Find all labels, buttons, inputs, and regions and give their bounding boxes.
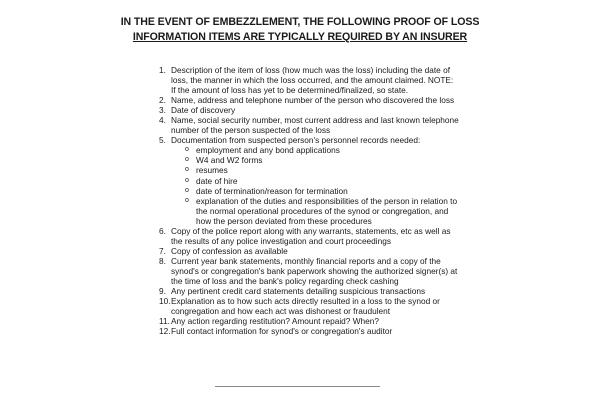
list-item [159,105,459,115]
item-text: Copy of the police report along with any warrants, statements, etc as well as the results of any police investigation and court proceedings [171,225,451,246]
item-text: Explanation as to how such acts directly resulted in a loss to the synod or congregation and how each act was dishonest or fraudulent [171,296,440,317]
item-text: Copy of confession as available [171,245,288,256]
sub-list-item [185,176,459,186]
circle-bullet-icon: o [185,146,189,154]
sub-list-item [185,145,459,155]
list-item [159,256,459,286]
sub-list-item [185,155,459,165]
item-number: 5. [159,135,166,146]
item-number: 7. [159,245,166,256]
item-number: 9. [159,286,166,297]
circle-bullet-icon: o [185,186,189,194]
title-line-1: IN THE EVENT OF EMBEZZLEMENT, THE FOLLOWING PROOF OF LOSS [120,16,480,28]
circle-bullet-icon: o [185,156,189,164]
item-text: Any action regarding restitution? Amount repaid? When? [171,316,380,327]
item-text: Name, social security number, most current address and last known telephone number of the person suspected of the loss [171,115,459,136]
sub-list-item [185,186,459,196]
item-number: 10. [159,296,171,307]
sub-list-item [185,165,459,175]
list-item [159,135,459,145]
sub-item-text: resumes [196,165,228,176]
circle-bullet-icon: o [185,196,189,204]
item-text: Full contact information for synod's or congregation's auditor [171,326,393,337]
title-line-2: INFORMATION ITEMS ARE TYPICALLY REQUIRED BY AN INSURER [132,31,468,43]
list-item [159,316,459,326]
sub-list-item [185,196,459,226]
list-item [159,65,459,95]
list-item [159,326,459,336]
circle-bullet-icon: o [185,166,189,174]
circle-bullet-icon: o [185,176,189,184]
list-item [159,226,459,246]
item-text: Description of the item of loss (how much was the loss) including the date of loss, the manner in which the loss occurred, and the amount claimed. NOTE: If the amount of loss has yet to be determined/finalized, so state. [171,65,454,96]
sub-item-text: employment and any bond applications [196,145,340,156]
item-number: 12. [159,326,171,337]
sub-item-text: date of termination/reason for termination [196,185,348,196]
item-number: 11. [159,316,170,327]
item-number: 8. [159,255,166,266]
item-text: Current year bank statements, monthly financial reports and a copy of the synod's or congregation's bank paperwork showing the authorized signer(s) at the time of loss and the bank's policy regarding check cashing [171,255,458,286]
list-item [159,286,459,296]
list-item [159,246,459,256]
item-text: Any pertinent credit card statements detailing suspicious transactions [171,286,426,297]
list-item [159,115,459,135]
item-number: 2. [159,95,166,106]
item-text: Date of discovery [171,105,236,116]
sub-item-text: explanation of the duties and responsibilities of the person in relation to the normal operational procedures of the synod or congregation, and how the person deviated from these procedures [196,195,458,226]
sub-item-text: W4 and W2 forms [196,155,263,166]
sub-item-text: date of hire [196,175,238,186]
item-number: 1. [159,65,166,75]
list-item [159,95,459,105]
proof-of-loss-list [159,65,459,336]
signature-line-divider [215,386,380,387]
list-item [159,296,459,316]
item-text: Name, address and telephone number of the person who discovered the loss [171,95,455,106]
item-text: Documentation from suspected person's personnel records needed: [171,135,421,146]
item-number: 6. [159,225,166,236]
item-number: 4. [159,115,166,126]
item-number: 3. [159,105,166,116]
